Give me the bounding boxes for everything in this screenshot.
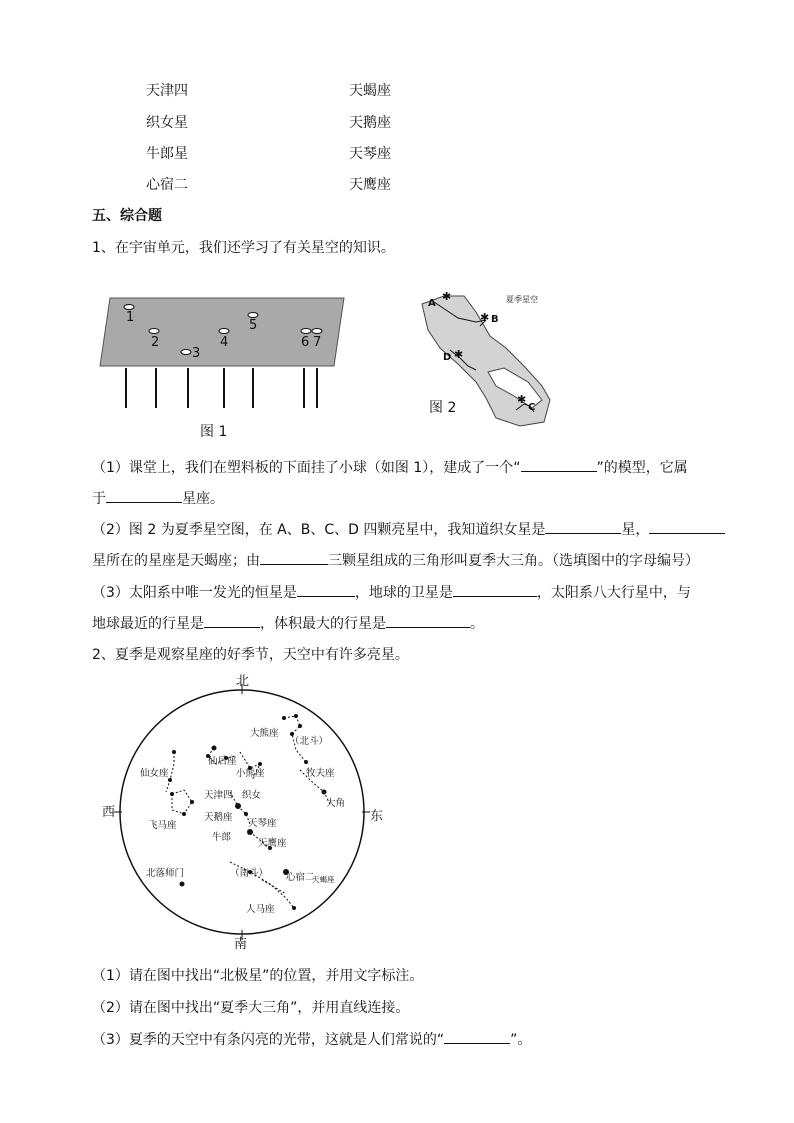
lbl-altair: 牛郎: [212, 832, 232, 843]
lbl-south-dipper: （南斗）: [230, 868, 269, 879]
map-west: 西: [102, 805, 116, 820]
lbl-arcturus: 大角: [326, 798, 346, 809]
blank-scorpius-star[interactable]: [649, 519, 725, 534]
match-left-4: 心宿二: [146, 177, 188, 193]
fig2-label-d: D: [443, 352, 452, 363]
map-east: 东: [370, 809, 384, 824]
svg-text:✱: ✱: [517, 393, 527, 406]
blank-vega[interactable]: [545, 519, 621, 534]
map-south: 南: [234, 937, 248, 952]
match-right-1: 天蝎座: [349, 83, 391, 99]
fig2-label-b: B: [491, 314, 499, 325]
match-left-2: 织女星: [146, 115, 188, 131]
section-title: 五、综合题: [92, 208, 162, 224]
match-right-2: 天鹅座: [349, 115, 391, 131]
fig1-label-6: 6: [301, 335, 310, 350]
svg-text:✱: ✱: [480, 311, 490, 324]
fig1-label-5: 5: [249, 318, 258, 333]
q2-part3: （3）夏季的天空中有条闪亮的光带，这就是人们常说的“ ”。: [92, 1029, 531, 1050]
blank-largest-planet[interactable]: [386, 613, 470, 628]
q2-part1: （1）请在图中找出“北极星”的位置，并用文字标注。: [92, 968, 424, 984]
svg-text:✱: ✱: [442, 290, 452, 303]
fig1-label-3: 3: [192, 346, 201, 361]
fig1-label-1: 1: [126, 310, 135, 325]
lbl-scorpius: 天蝎座: [312, 875, 335, 884]
blank-satellite[interactable]: [453, 582, 537, 597]
lbl-ursa-minor: 小熊座: [236, 768, 265, 779]
blank-summer-triangle[interactable]: [260, 550, 328, 565]
fig1-label-2: 2: [151, 335, 160, 350]
lbl-bootes: 牧夫座: [306, 768, 335, 779]
lbl-deneb: 天津四: [204, 790, 233, 801]
fig1-label-4: 4: [220, 335, 229, 350]
match-right-3: 天琴座: [349, 146, 391, 162]
lbl-vega: 织女: [242, 790, 262, 801]
lbl-big-dipper: （北斗）: [290, 736, 329, 747]
figure-1-model: [96, 294, 356, 444]
fig1-label-7: 7: [313, 335, 322, 350]
fig1-caption: 图 1: [200, 424, 228, 440]
match-left-3: 牛郎星: [146, 146, 188, 162]
map-north: 北: [236, 674, 250, 689]
match-left-1: 天津四: [146, 83, 188, 99]
match-right-4: 天鹰座: [349, 177, 391, 193]
q2-intro: 2、夏季是观察星座的好季节，天空中有许多亮星。: [92, 647, 409, 663]
figure-2-summer-sky: [416, 290, 566, 432]
q1-part1-line1: （1）课堂上，我们在塑料板的下面挂了小球（如图 1），建成了一个“ ”的模型，它属: [92, 457, 688, 478]
blank-constellation[interactable]: [106, 488, 182, 503]
blank-milky-way[interactable]: [444, 1029, 510, 1044]
fig2-caption: 图 2: [429, 400, 457, 416]
lbl-sagittarius: 人马座: [246, 904, 275, 915]
lbl-ursa-major: 大熊座: [250, 728, 279, 739]
q1-intro: 1、在宇宙单元，我们还学习了有关星空的知识。: [92, 240, 395, 256]
q1-part2-line2: 星所在的星座是天蝎座；由 三颗星组成的三角形叫夏季大三角。（选填图中的字母编号）: [92, 550, 699, 571]
lbl-andromeda: 仙女座: [140, 768, 169, 779]
q1-part2-line1: （2）图 2 为夏季星空图，在 A、B、C、D 四颗亮星中，我知道织女星是 星，: [92, 519, 725, 540]
summer-star-map: [100, 672, 390, 954]
lbl-antares: 心宿二: [286, 872, 315, 883]
blank-nearest-planet[interactable]: [204, 613, 260, 628]
lbl-fomalhaut: 北落师门: [146, 868, 185, 879]
fig2-label-c: C: [528, 402, 536, 413]
lbl-lyra: 天琴座: [248, 818, 277, 829]
q1-part1-line2: 于 星座。: [92, 488, 224, 509]
lbl-cassiopeia: 仙后座: [208, 756, 237, 767]
svg-text:✱: ✱: [454, 348, 464, 361]
q1-part3-line2: 地球最近的行星是 ，体积最大的行星是 。: [92, 613, 484, 634]
lbl-aquila: 天鹰座: [258, 838, 287, 849]
lbl-cygnus: 天鹅座: [204, 812, 233, 823]
fig2-label-a: A: [428, 298, 436, 309]
lbl-pegasus: 飞马座: [148, 820, 177, 831]
blank-star[interactable]: [297, 582, 355, 597]
q1-part3-line1: （3）太阳系中唯一发光的恒星是 ，地球的卫星是 ，太阳系八大行星中，与: [92, 582, 691, 603]
fig2-title: 夏季星空: [506, 295, 538, 304]
q2-part2: （2）请在图中找出“夏季大三角”，并用直线连接。: [92, 1000, 410, 1016]
blank-model[interactable]: [521, 457, 597, 472]
